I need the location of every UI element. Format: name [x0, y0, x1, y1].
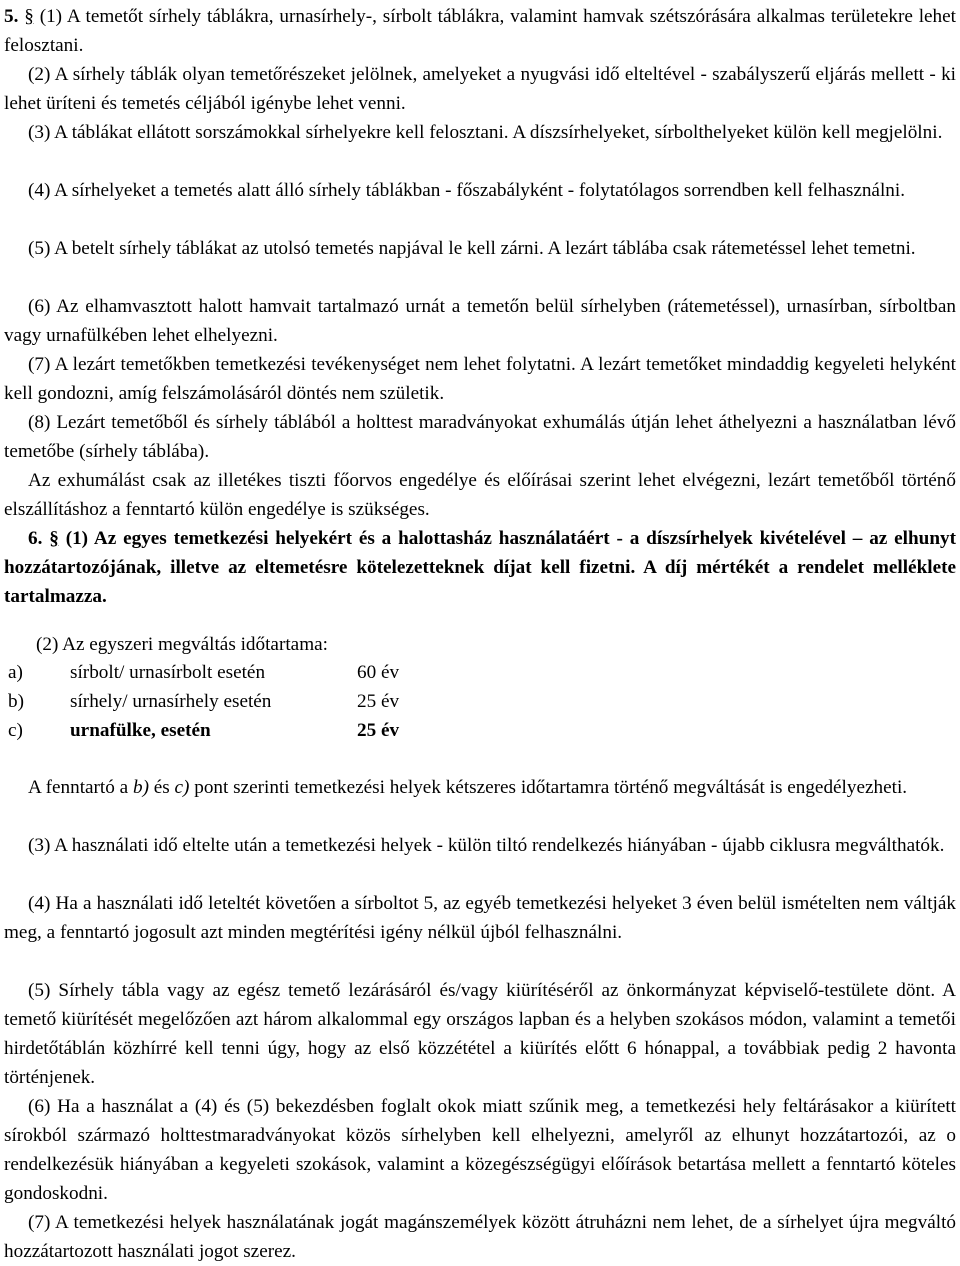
sec6-para-2-cont — [4, 773, 956, 802]
sec6-para-3: (3) A használati idő eltelte után a temetkezési helyek - külön tiltó rendelkezés hiányában - újabb ciklusra megválthatók. — [28, 835, 945, 856]
sec6-para-4: (4) Ha a használati idő leteltét követően a sírboltot 5, az egyéb temetkezési helyeket 3 éven belül ismételten nem váltják meg, a fenntartó jogosult azt minden megtérítési igény nélkül újból felhasználni. — [4, 893, 956, 943]
section-symbol: § — [49, 528, 59, 549]
text-run: és — [148, 777, 175, 798]
sec6-para-5: (5) Sírhely tábla vagy az egész temető lezárásáról és/vagy kiürítéséről az önkormányzat képviselő-testülete dönt. A temető kiürítését megelőzően azt három alkalommal egy országos lapban és a helyben szokásos módon, valamint a temetői hirdetőtáblán közhírré kell tenni úgy, hogy az első közzététel a kiürítés előtt 6 hónappal, a továbbiak pedig 2 havonta történjenek. — [4, 980, 956, 1088]
duration-row — [8, 716, 437, 745]
sec5-para-1-text: (1) A temetőt sírhely táblákra, urnasírhely-, sírbolt táblákra, valamint hamvak szétszórására alkalmas területekre lehet felosztani. — [4, 6, 956, 56]
point-c-ref: c) — [174, 777, 190, 798]
duration-value: 60 év — [357, 662, 400, 683]
text-run: pont szerinti temetkezési helyek kétszeres időtartamra történő megváltását is engedélyezheti. — [189, 777, 908, 798]
sec6-number: 6. — [28, 528, 43, 549]
duration-item: urnafülke, esetén — [70, 720, 211, 741]
sec5-para-4: (4) A sírhelyeket a temetés alatt álló sírhely táblákban - főszabályként - folytatólagos sorrendben kell felhasználni. — [28, 180, 905, 201]
duration-item: sírbolt/ urnasírbolt esetén — [70, 662, 266, 683]
sec6-para-1 — [4, 524, 956, 611]
duration-row — [8, 687, 437, 716]
section-symbol: § — [24, 6, 34, 27]
text-run: A fenntartó a — [28, 777, 133, 798]
sec5-para-7: (7) A lezárt temetőkben temetkezési tevékenységet nem lehet folytatni. A lezárt temetőket mindaddig kegyeleti helyként kell gondozni, amíg felszámolásáról döntés nem születik. — [4, 354, 956, 404]
sec5-para-2: (2) A sírhely táblák olyan temetőrészeket jelölnek, amelyeket a nyugvási idő elteltével - szabályszerű eljárás mellett - ki lehet üríteni és temetés céljából igénybe lehet venni. — [4, 64, 956, 114]
point-b-ref: b) — [132, 777, 149, 798]
duration-letter: b) — [8, 691, 24, 712]
duration-title: (2) Az egyszeri megváltás időtartama: — [36, 634, 328, 655]
duration-letter: a) — [8, 662, 23, 683]
duration-item: sírhely/ urnasírhely esetén — [70, 691, 272, 712]
duration-row — [8, 658, 437, 687]
sec6-para-1-text: (1) Az egyes temetkezési helyekért és a halottasház használatáért - a díszsírhelyek kivételével – az elhunyt hozzátartozójának, illetve az eltemetésre kötelezetteknek díjat kell fizetni. A díj mértékét a rendelet melléklete tartalmazza. — [4, 528, 957, 607]
duration-value: 25 év — [357, 720, 400, 741]
sec5-para-9: Az exhumálást csak az illetékes tiszti főorvos engedélye és előírásai szerint lehet elvégezni, lezárt temetőből történő elszállításhoz a fenntartó külön engedélye is szükséges. — [4, 470, 956, 520]
sec5-para-1 — [4, 2, 956, 60]
sec6-para-6: (6) Ha a használat a (4) és (5) bekezdésben foglalt okok miatt szűnik meg, a temetkezési hely feltárásakor a kiürített sírokból származó holttestmaradványokat közös sírhelyben kell elhelyezni, amelyről az elhunyt hozzátartozói, az o rendelkezésük hiányában a kegyeleti szokások, valamint a közegészségügyi előírások betartása mellett a fenntartó köteles gondoskodni. — [4, 1096, 956, 1204]
sec5-para-6: (6) Az elhamvasztott halott hamvait tartalmazó urnát a temetőn belül sírhelyben (rátemetéssel), urnasírban, sírboltban vagy urnafülkében lehet elhelyezni. — [4, 296, 956, 346]
sec5-para-5: (5) A betelt sírhely táblákat az utolsó temetés napjával le kell zárni. A lezárt táblába csak rátemetéssel lehet temetni. — [28, 238, 916, 259]
sec5-number: 5. — [4, 6, 19, 27]
duration-letter: c) — [8, 720, 23, 741]
sec5-para-8: (8) Lezárt temetőből és sírhely táblából a holttest maradványokat exhumálás útján lehet áthelyezni a használatban lévő temetőbe (sírhely táblába). — [4, 412, 956, 462]
sec6-para-7: (7) A temetkezési helyek használatának jogát magánszemélyek között átruházni nem lehet, de a sírhelyet újra megváltó hozzátartozott használati jogot szerez. — [4, 1212, 956, 1262]
sec5-para-3: (3) A táblákat ellátott sorszámokkal sírhelyekre kell felosztani. A díszsírhelyeket, sírbolthelyeket külön kell megjelölni. — [28, 122, 943, 143]
duration-value: 25 év — [357, 691, 400, 712]
duration-table — [8, 658, 437, 745]
